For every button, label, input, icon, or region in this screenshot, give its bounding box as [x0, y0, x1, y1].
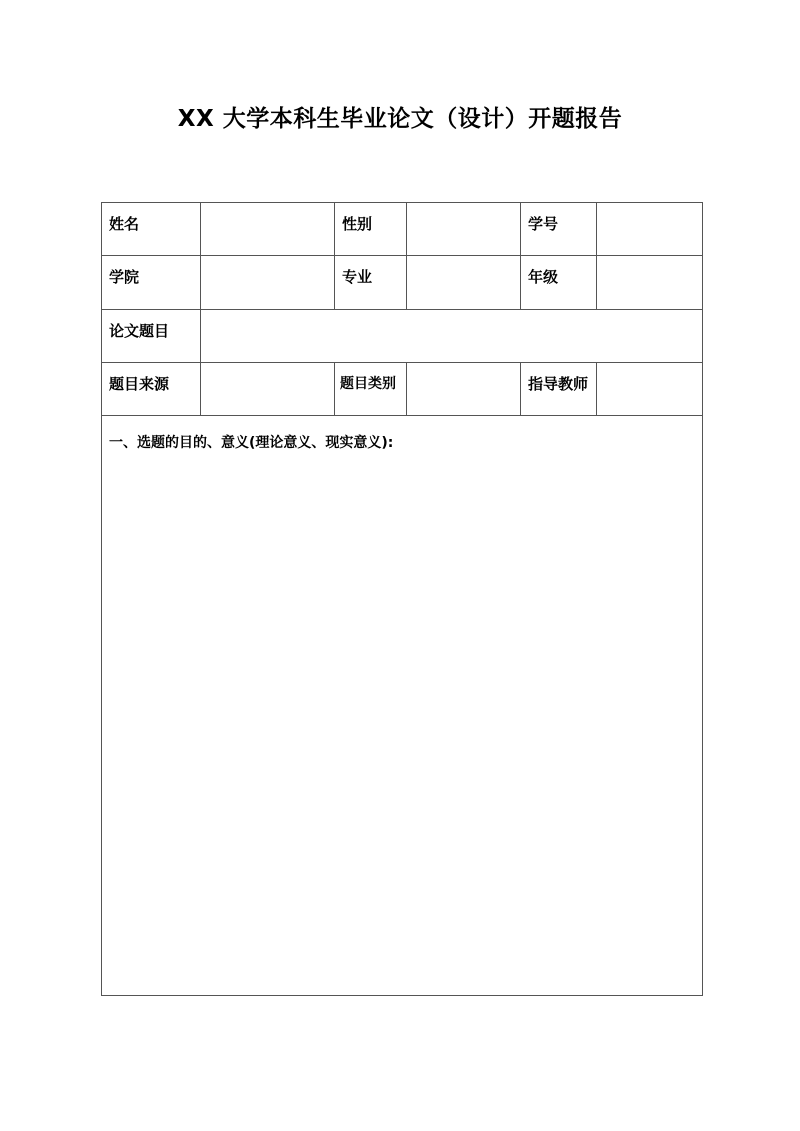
gender-value-cell[interactable]	[407, 203, 521, 256]
form-row-personal	[102, 203, 703, 256]
name-value-cell[interactable]	[201, 203, 335, 256]
topic-category-label: 题目类别	[340, 376, 396, 392]
gender-label-cell	[335, 203, 407, 256]
major-label: 专业	[342, 268, 373, 286]
advisor-label-cell	[521, 363, 597, 416]
form-row-topic-info	[102, 363, 703, 416]
form-row-section-purpose	[102, 416, 703, 996]
major-value-cell[interactable]	[407, 256, 521, 310]
student-id-label-cell	[521, 203, 597, 256]
major-label-cell	[335, 256, 407, 310]
student-id-label: 学号	[528, 214, 559, 233]
purpose-section-cell[interactable]	[102, 416, 703, 996]
topic-category-value-cell[interactable]	[407, 363, 521, 416]
college-label-cell	[102, 256, 201, 310]
grade-label-cell	[521, 256, 597, 310]
grade-value-cell[interactable]	[597, 256, 703, 310]
thesis-title-value-cell[interactable]	[201, 310, 703, 363]
college-value-cell[interactable]	[201, 256, 335, 310]
thesis-title-label: 论文题目	[109, 321, 170, 340]
thesis-title-label-cell	[102, 310, 201, 363]
college-label: 学院	[109, 268, 140, 286]
topic-source-value-cell[interactable]	[201, 363, 335, 416]
topic-source-label-cell	[102, 363, 201, 416]
advisor-value-cell[interactable]	[597, 363, 703, 416]
topic-source-label: 题目来源	[109, 374, 170, 393]
purpose-section-heading: 一、选题的目的、意义(理论意义、现实意义):	[109, 435, 394, 451]
form-row-thesis-title	[102, 310, 703, 363]
grade-label: 年级	[528, 268, 559, 286]
topic-category-label-cell	[335, 363, 407, 416]
document-title: XX 大学本科生毕业论文（设计）开题报告	[177, 106, 623, 132]
proposal-form-table	[101, 202, 703, 996]
student-id-value-cell[interactable]	[597, 203, 703, 256]
name-label: 姓名	[109, 214, 140, 233]
gender-label: 性别	[342, 214, 373, 233]
form-row-academic	[102, 256, 703, 310]
advisor-label: 指导教师	[528, 374, 589, 393]
name-label-cell	[102, 203, 201, 256]
